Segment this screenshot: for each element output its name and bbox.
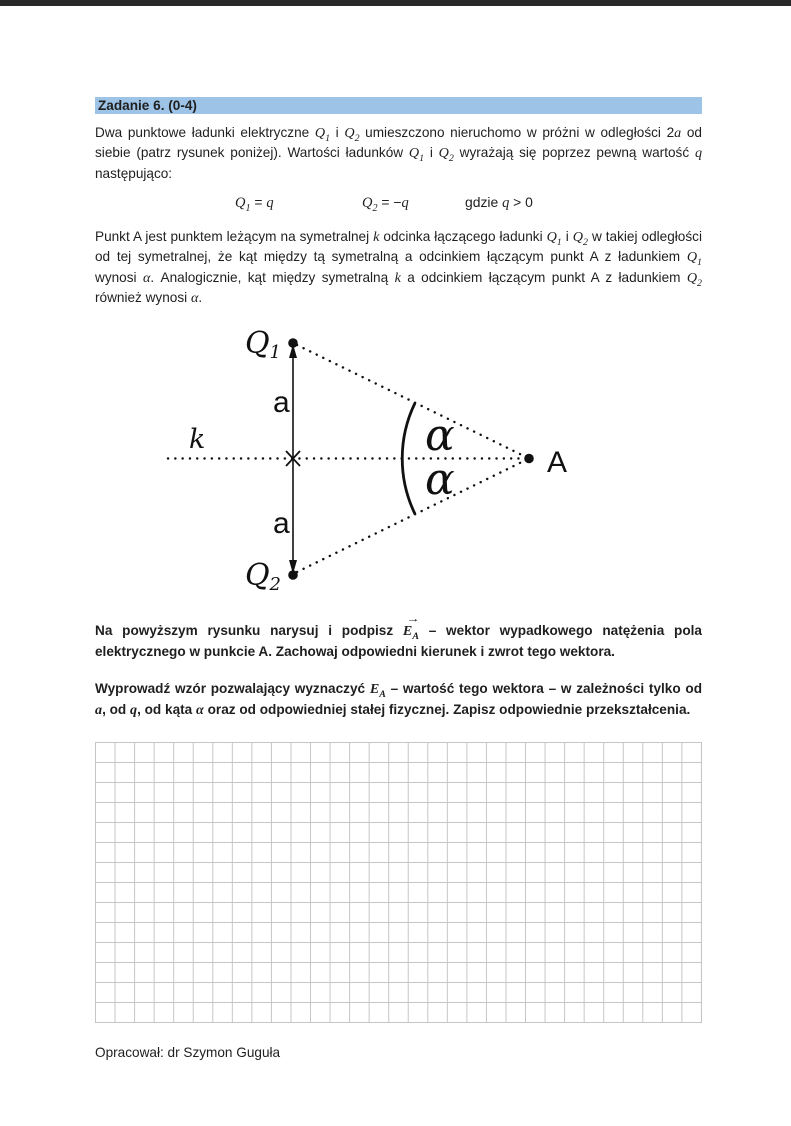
segment-q2-a (297, 460, 526, 572)
answer-grid (95, 742, 702, 1023)
label-a-lower: a (273, 507, 290, 540)
task-derive-instruction: Wyprowadź wzór pozwalający wyznaczyć $E_A$ – wartość tego wektora – w zależności tylko od a, od q, od kąta α oraz od odpowiedniej stałej fizycznej. Zapisz odpowiednie przekształcenia. (95, 681, 703, 718)
label-q1: Q1 (244, 326, 281, 363)
task-header (95, 97, 702, 114)
label-alpha-lower: α (425, 454, 455, 505)
charge-diagram-svg (95, 315, 702, 610)
footer-credit: Opracował: dr Szymon Guguła (95, 1045, 281, 1060)
point-a-dot (524, 454, 534, 464)
equation-q1: $Q_1 = q$ (235, 194, 274, 214)
label-point-a: A (547, 446, 568, 479)
equation-condition: gdzie q > 0 (465, 194, 533, 211)
label-alpha-upper: α (425, 410, 455, 461)
window-top-bar (0, 0, 791, 6)
charge-q1-dot (288, 338, 298, 348)
task-title: Zadanie 6. (0-4) (98, 98, 197, 113)
task-draw-instruction: Na powyższym rysunku narysuj i podpisz → $E_A$ – wektor wypadkowego natężenia pola elektrycznego w punkcie A. Zachowaj odpowiedni kierunek i zwrot tego wektora. (95, 613, 702, 659)
intro-paragraph: Dwa punktowe ładunki elektryczne $Q_1$ i $Q_2$ umieszczono nieruchomo w próżni w odległości 2a od siebie (patrz rysunek poniżej). Wartości ładunków $Q_1$ i $Q_2$ wyrażają się poprzez pewną wartość q następująco: (95, 125, 702, 181)
segment-q1-a (297, 345, 526, 457)
label-q2: Q2 (244, 558, 281, 595)
charge-q2-dot (288, 570, 298, 580)
charge-diagram (95, 315, 702, 610)
equation-row (95, 194, 702, 214)
label-k: k (189, 424, 206, 455)
description-paragraph: Punkt A jest punktem leżącym na symetralnej k odcinka łączącego ładunki $Q_1$ i $Q_2$ w takiej odległości od tej symetralnej, że kąt między tą symetralną a odcinkiem łączącym punkt A z ładunkiem $Q_1$ wynosi α. Analogicznie, kąt między symetralną k a odcinkiem łączącym punkt A z ładunkiem $Q_2$ również wynosi α. (95, 229, 702, 306)
label-a-upper: a (273, 386, 290, 419)
equation-q2: $Q_2 = -q$ (362, 194, 409, 214)
